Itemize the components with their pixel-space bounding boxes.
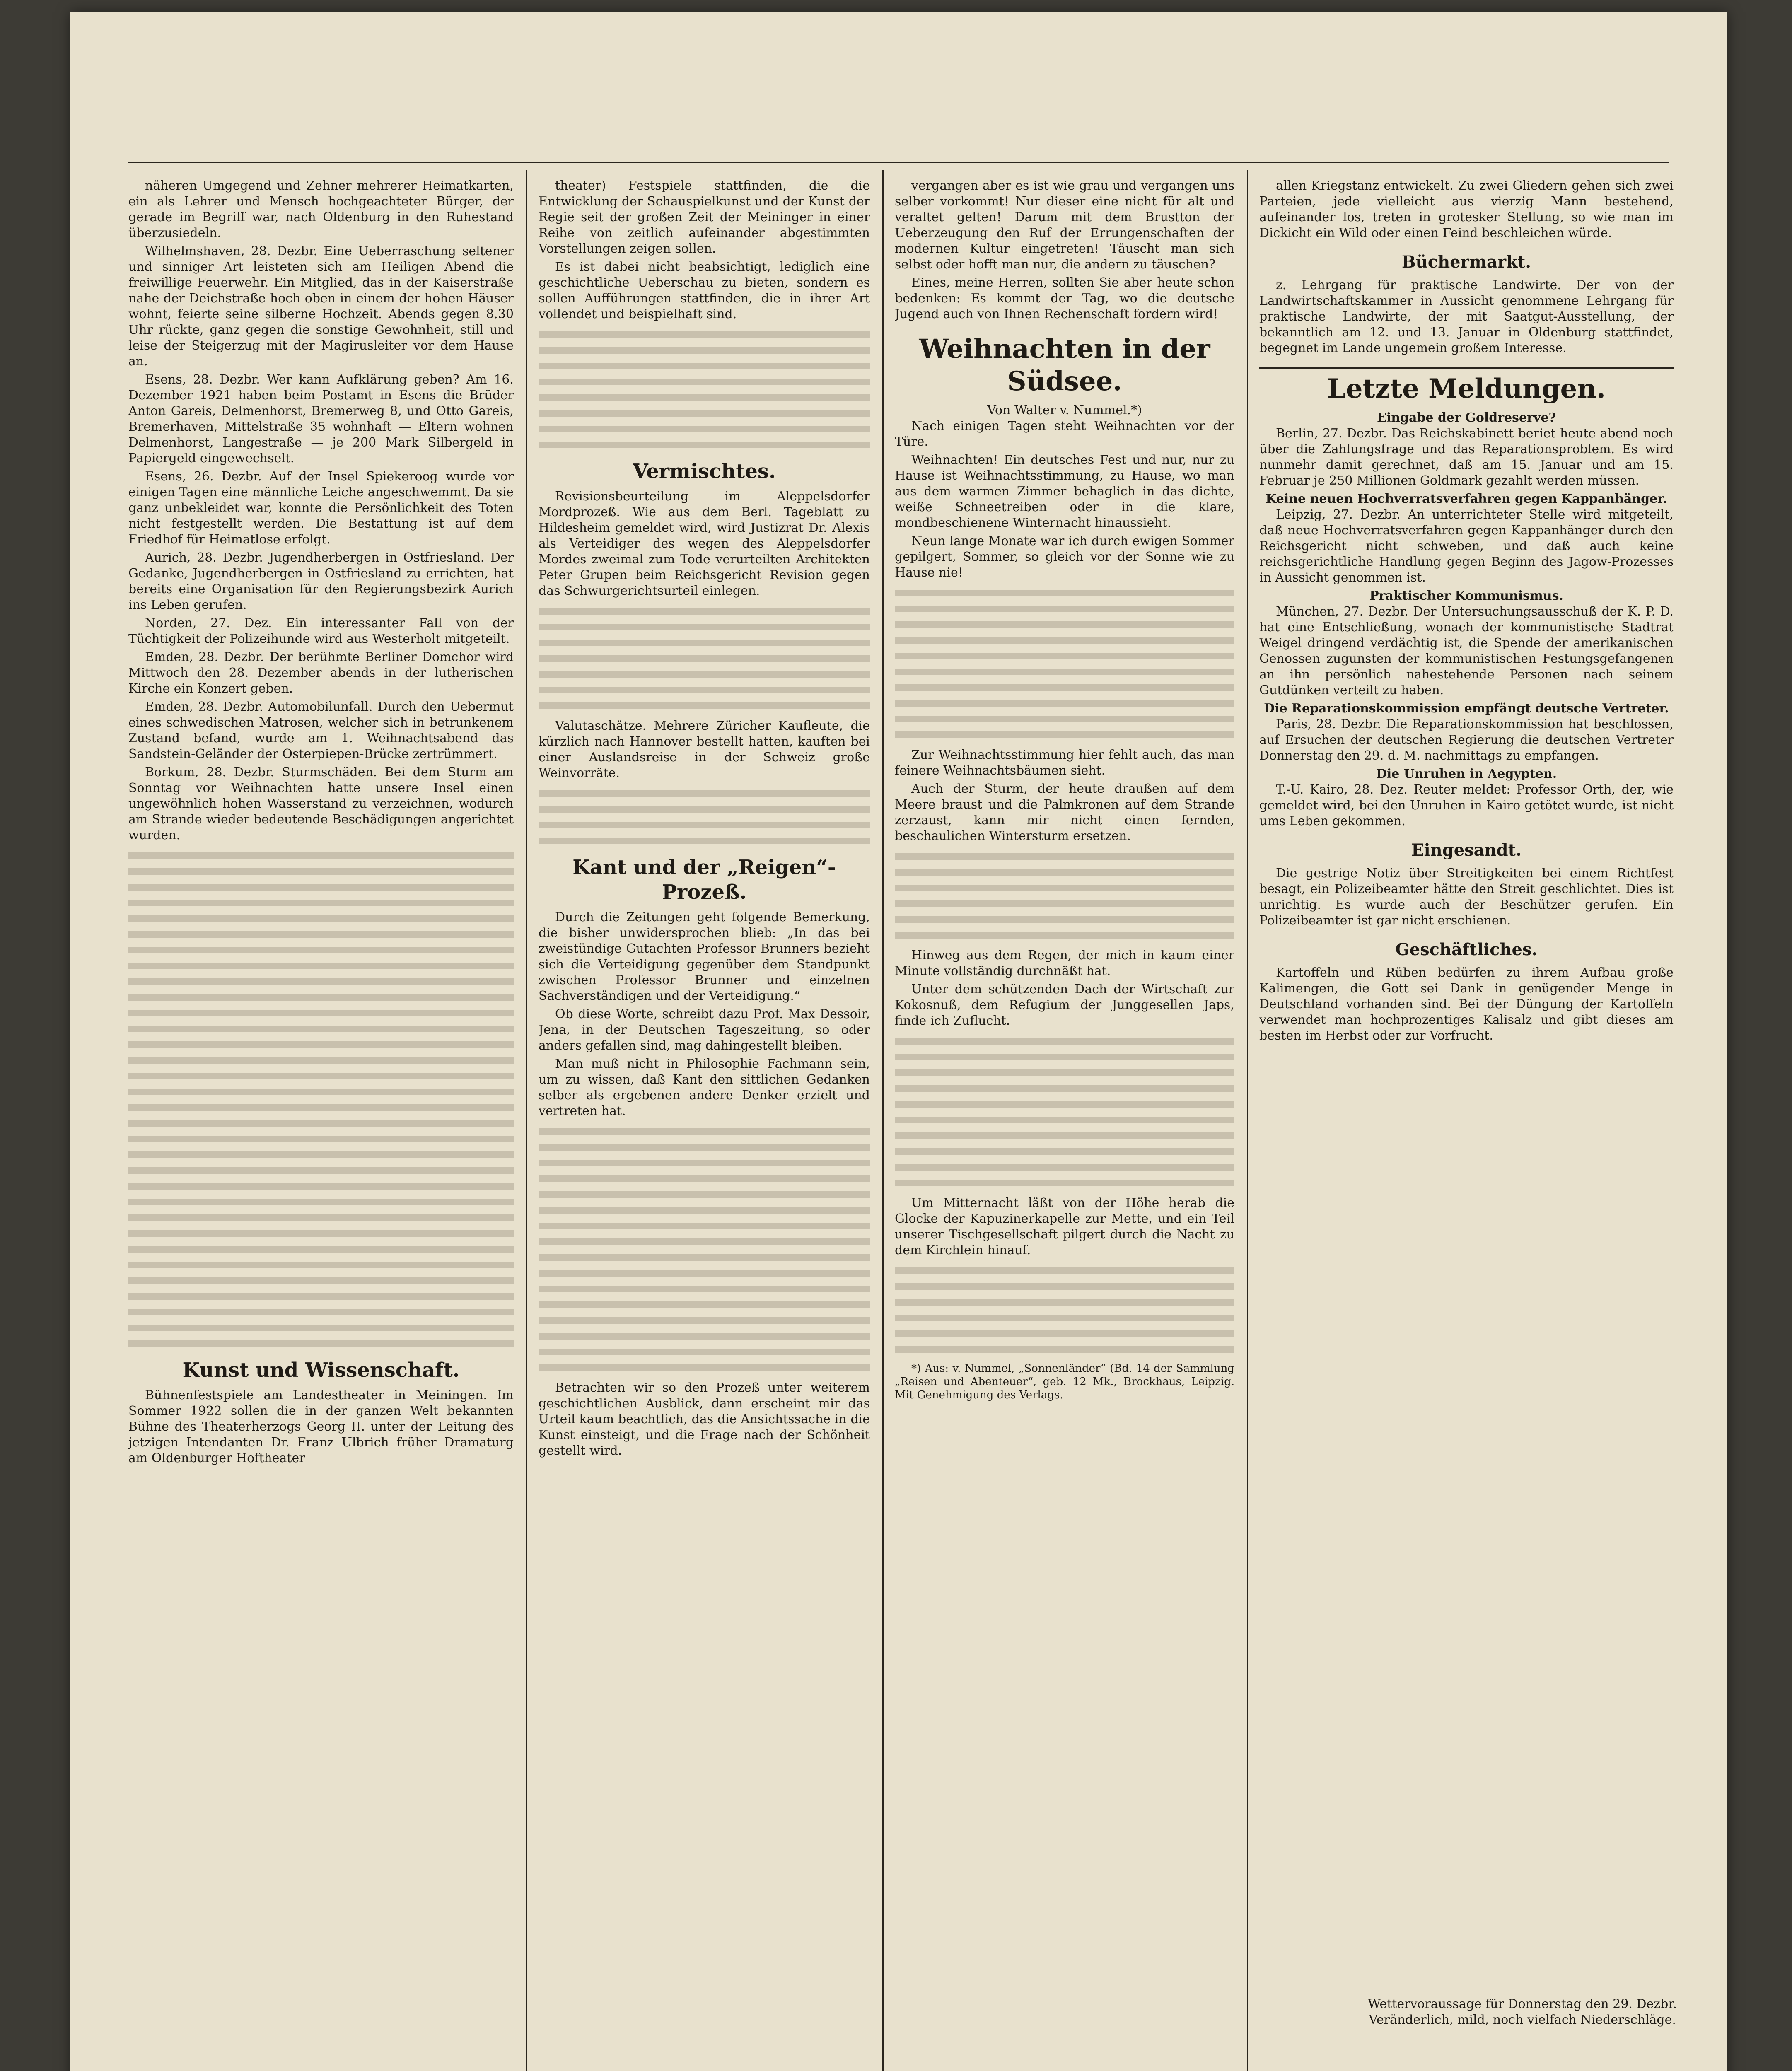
news-item: Norden, 27. Dez. Ein interessanter Fall von der Tüchtigkeit der Polizeihunde wird aus Westerholt mitgeteilt. — [128, 616, 514, 646]
news-item: Wilhelmshaven, 28. Dezbr. Eine Ueberraschung seltener und sinniger Art leisteten sich am Heiligen Abend die freiwillige Feuerwehr. Ein Mitglied, das in der Kaiserstraße nahe der Deichstraße hoch oben in einem der hohen Häuser wohnt, feierte seine silberne Hochzeit. Abends gegen 8.30 Uhr rückte, ganz gegen die sonstige Gewohnheit, still und leise der Steigerzug mit der Magirusleiter vor dem Hause an. — [128, 244, 514, 369]
top-rule — [128, 162, 1669, 163]
article-paragraph: Man muß nicht in Philosophie Fachmann sein, um zu wissen, daß Kant den sittlichen Gedanken selber als ergebenen andere Denker erzielt und vertreten hat. — [539, 1057, 870, 1118]
article-paragraph: Weihnachten! Ein deutsches Fest und nur, nur zu Hause ist Weihnachtsstimmung, zu Hause, wo man aus dem warmen Zimmer behaglich in das dichte, weiße Schneetreiben oder in die klare, mondbeschienene Winternacht hinaussieht. — [895, 453, 1234, 530]
news-item: Esens, 28. Dezbr. Wer kann Aufklärung geben? Am 16. Dezember 1921 haben beim Postamt in Esens die Brüder Anton Gareis, Delmenhorst, Bremerweg 8, und Otto Gareis, Bremerhaven, Mittelstraße 35 wohnhaft — Eltern wohnen Delmenhorst, Langestraße — je 200 Mark Silbergeld in Papiergeld eingewechselt. — [128, 372, 514, 466]
news-item: z. Lehrgang für praktische Landwirte. Der von der Landwirtschaftskammer in Aussicht genommene Lehrgang für praktische Landwirte, der mit Saatgut-Ausstellung, der bekanntlich am 12. und 13. Januar in Oldenburg stattfindet, begegnet im Lande ungemein großem Interesse. — [1259, 278, 1674, 355]
news-item: München, 27. Dezbr. Der Untersuchungsausschuß der K. P. D. hat eine Entschließung, wonach der kommunistische Stadtrat Weigel dringend verdächtig ist, die Spende der amerikanischen Genossen zugunsten der kommunistischen Festungsgefangenen an ihn persönlich nahestehende Personen nach seinem Gutdünken verteilt zu haben. — [1259, 604, 1674, 698]
article-byline: Von Walter v. Nummel.*) — [987, 403, 1142, 418]
newspaper-page — [70, 12, 1727, 2071]
body-text-filler — [539, 1128, 870, 1371]
text-block: Es ist dabei nicht beabsichtigt, lediglich eine geschichtliche Ueberschau zu bieten, sondern es sollen Aufführungen stattfinden, die in ihrer Art vollendet und beispielhaft sind. — [539, 260, 870, 321]
column-2 — [539, 178, 870, 2071]
article-paragraph: Unter dem schützenden Dach der Wirtschaft zur Kokosnuß, dem Refugium der Junggesellen Japs, finde ich Zuflucht. — [895, 982, 1234, 1028]
column-1 — [128, 178, 514, 2071]
subheading: Keine neuen Hochverratsverfahren gegen Kappanhänger. — [1266, 492, 1667, 506]
news-item: Revisionsbeurteilung im Aleppelsdorfer Mordprozeß. Wie aus dem Berl. Tageblatt zu Hildesheim gemeldet wird, wird Justizrat Dr. Alexis als Verteidiger des wegen des Aleppelsdorfer Mordes zweimal zum Tode verurteilten Architekten Peter Grupen beim Reichsgericht Revision gegen das Schwurgerichtsurteil einlegen. — [539, 489, 870, 598]
news-item: Emden, 28. Dezbr. Automobilunfall. Durch den Uebermut eines schwedischen Matrosen, welcher sich in betrunkenem Zustand befand, wurde am 1. Weihnachtsabend das Sandstein-Geländer der Osterpiepen-Brücke zertrümmert. — [128, 700, 514, 761]
article-paragraph: Auch der Sturm, der heute draußen auf dem Meere braust und die Palmkronen auf dem Strande zerzaust, kann mir nicht einen fernden, beschaulichen Wintersturm ersetzen. — [895, 782, 1234, 843]
body-text-filler — [539, 608, 870, 709]
article-paragraph: Hinweg aus dem Regen, der mich in kaum einer Minute vollständig durchnäßt hat. — [895, 948, 1234, 978]
article-heading-kant: Kant und der „Reigen“-Prozeß. — [572, 856, 836, 904]
column-4 — [1259, 178, 1674, 1992]
news-item: Aurich, 28. Dezbr. Jugendherbergen in Ostfriesland. Der Gedanke, Jugendherbergen in Ostfriesland zu errichten, hat bereits eine Organisation für den Regierungsbezirk Aurich ins Leben gerufen. — [128, 550, 514, 612]
subheading: Praktischer Kommunismus. — [1369, 589, 1563, 603]
column-rule-2 — [882, 170, 884, 2071]
article-paragraph: Um Mitternacht läßt von der Höhe herab die Glocke der Kapuzinerkapelle zur Mette, und ein Teil unserer Tischgesellschaft pilgert durch die Nacht zu dem Kirchlein hinauf. — [895, 1196, 1234, 1258]
news-item: Bühnenfestspiele am Landestheater in Meiningen. Im Sommer 1922 sollen die in der ganzen Welt bekannten Bühne des Theaterherzogs Georg II. unter der Leitung des jetzigen Intendanten Dr. Franz Ulbrich früher Dramaturg am Oldenburger Hoftheater — [128, 1388, 514, 1465]
subheading: Die Unruhen in Aegypten. — [1376, 767, 1557, 781]
body-text-filler — [895, 1267, 1234, 1353]
section-heading-letzte-meldungen: Letzte Meldungen. — [1259, 367, 1674, 405]
article-paragraph: Neun lange Monate war ich durch ewigen Sommer gepilgert, Sommer, so gleich vor der Sonne wie zu Hause nie! — [895, 534, 1234, 580]
section-heading-kunst: Kunst und Wissenschaft. — [182, 1359, 460, 1382]
body-text-filler — [539, 331, 870, 448]
news-item: Emden, 28. Dezbr. Der berühmte Berliner Domchor wird Mittwoch den 28. Dezember abends in der lutherischen Kirche ein Konzert geben. — [128, 650, 514, 696]
section-heading-buechermarkt: Büchermarkt. — [1401, 252, 1531, 272]
article-paragraph: Nach einigen Tagen steht Weihnachten vor der Türe. — [895, 419, 1234, 449]
article-paragraph: Zur Weihnachtsstimmung hier fehlt auch, das man feinere Weihnachtsbäumen sieht. — [895, 748, 1234, 778]
section-heading-geschaeftliches: Geschäftliches. — [1395, 940, 1538, 959]
article-paragraph: Betrachten wir so den Prozeß unter weiterem geschichtlichen Ausblick, dann erscheint mir das Urteil kaum beachtlich, das die Ansichtssache in die Kunst einsteigt, und die Frage nach der Schönheit gestellt wird. — [539, 1381, 870, 1458]
article-paragraph: Durch die Zeitungen geht folgende Bemerkung, die bisher unwidersprochen blieb: „In das bei zweistündige Gutachten Professor Brunners bezieht sich die Verteidigung gegenüber dem Standpunkt zwischen Professor Brunner und einzelnen Sachverständigen und der Verteidigung.“ — [539, 910, 870, 1003]
footnote: *) Aus: v. Nummel, „Sonnenländer“ (Bd. 14 der Sammlung „Reisen und Abenteuer“, geb. 12 Mk., Brockhaus, Leipzig. Mit Genehmigung des Verlags. — [895, 1362, 1234, 1401]
column-rule-3 — [1247, 170, 1248, 2071]
section-heading-vermischtes: Vermischtes. — [633, 460, 776, 483]
body-text-filler — [895, 590, 1234, 738]
news-item: Kartoffeln und Rüben bedürfen zu ihrem Aufbau große Kalimengen, die Gott sei Dank in genügender Menge in Deutschland vorhanden sind. Bei der Düngung der Kartoffeln verwendet man hochprozentiges Kalisalz und gibt dieses am besten im Herbst oder zur Vorfrucht. — [1259, 966, 1674, 1043]
body-text-filler — [539, 790, 870, 844]
news-item: Valutaschätze. Mehrere Züricher Kaufleute, die kürzlich nach Hannover bestellt hatten, kauften bei einer Auslandsreise in der Schweiz große Weinvorräte. — [539, 719, 870, 780]
weather-forecast: Wettervoraussage für Donnerstag den 29. Dezbr. Veränderlich, mild, noch vielfach Niederschläge. — [1368, 1997, 1677, 2027]
column-rule-1 — [526, 170, 527, 2071]
news-item: Leipzig, 27. Dezbr. An unterrichteter Stelle wird mitgeteilt, daß neue Hochverratsverfahren gegen Kappanhänger durch den Reichsgericht nicht schweben, und daß auch keine reichsgerichtliche Handlung gegen Beginn des Jagow-Prozesses in Aussicht genommen ist. — [1259, 507, 1674, 585]
subheading: Die Reparationskommission empfängt deutsche Vertreter. — [1264, 701, 1669, 716]
news-item: Paris, 28. Dezbr. Die Reparationskommission hat beschlossen, auf Ersuchen der deutschen Regierung die deutschen Vertreter Donnerstag den 29. d. M. nachmittags zu empfangen. — [1259, 717, 1674, 763]
subheading: Eingabe der Goldreserve? — [1377, 410, 1556, 425]
news-item: Borkum, 28. Dezbr. Sturmschäden. Bei dem Sturm am Sonntag vor Weihnachten hatte unsere Insel einen ungewöhnlich hohen Wasserstand zu verzeichnen, wodurch am Strande wieder bedeutende Beschädigungen angerichtet wurden. — [128, 765, 514, 842]
news-item: Berlin, 27. Dezbr. Das Reichskabinett beriet heute abend noch über die Zahlungsfrage und das Reparationsproblem. Es wird nunmehr damit gerechnet, daß am 15. Januar und am 15. Februar je 250 Millionen Goldmark gezahlt werden müssen. — [1259, 426, 1674, 488]
article-paragraph: Ob diese Worte, schreibt dazu Prof. Max Dessoir, Jena, in der Deutschen Tageszeitung, so oder anders gefallen sind, mag dahingestellt bleiben. — [539, 1007, 870, 1053]
text-block: Eines, meine Herren, sollten Sie aber heute schon bedenken: Es kommt der Tag, wo die deutsche Jugend auch von Ihnen Rechenschaft fordern wird! — [895, 275, 1234, 321]
news-item: Die gestrige Notiz über Streitigkeiten bei einem Richtfest besagt, ein Polizeibeamter hätte den Streit geschlichtet. Dies ist unrichtig. Es wurde auch der Beschützer gerufen. Ein Polizeibeamter ist gar nicht erschienen. — [1259, 866, 1674, 928]
text-block: allen Kriegstanz entwickelt. Zu zwei Gliedern gehen sich zwei Parteien, jede vielleicht aus vierzig Mann bestehend, aufeinander los, treten in grotesker Stellung, so wie man im Dickicht ein Wild oder einen Feind beschleichen würde. — [1259, 179, 1674, 240]
news-item: Esens, 26. Dezbr. Auf der Insel Spiekeroog wurde vor einigen Tagen eine männliche Leiche angeschwemmt. Da sie ganz unbekleidet war, konnte die Persönlichkeit des Toten nicht festgestellt werden. Die Bestattung ist auf dem Friedhof für Heimatlose erfolgt. — [128, 469, 514, 547]
body-text-filler — [128, 852, 514, 1347]
body-text-filler — [895, 853, 1234, 939]
news-item: T.-U. Kairo, 28. Dez. Reuter meldet: Professor Orth, der, wie gemeldet wird, bei den Unruhen in Kairo getötet wurde, ist nicht ums Leben gekommen. — [1259, 782, 1674, 828]
section-heading-eingesandt: Eingesandt. — [1411, 840, 1522, 860]
body-text-filler — [895, 1038, 1234, 1186]
text-block: näheren Umgegend und Zehner mehrerer Heimatkarten, ein als Lehrer und Mensch hochgeachteter Bürger, der gerade im Begriff war, nach Oldenburg in den Ruhestand überzusiedeln. — [128, 179, 514, 240]
column-3 — [895, 178, 1234, 2071]
text-block: theater) Festspiele stattfinden, die die Entwicklung der Schauspielkunst und der Kunst der Regie seit der großen Zeit der Meininger in einer Reihe von zeitlich aufeinander abgestimmten Vorstellungen zeigen sollen. — [539, 179, 870, 256]
text-block: vergangen aber es ist wie grau und vergangen uns selber vorkommt! Nur dieser eine nicht für alt und veraltet gelten! Darum mit dem Brustton der Ueberzeugung den Ruf der Errungenschaften der modernen Kultur eingetreten! Täuscht man sich selbst oder hofft man nur, die andern zu täuschen? — [895, 179, 1234, 272]
article-heading-suedsee: Weihnachten in der Südsee. — [919, 333, 1210, 397]
